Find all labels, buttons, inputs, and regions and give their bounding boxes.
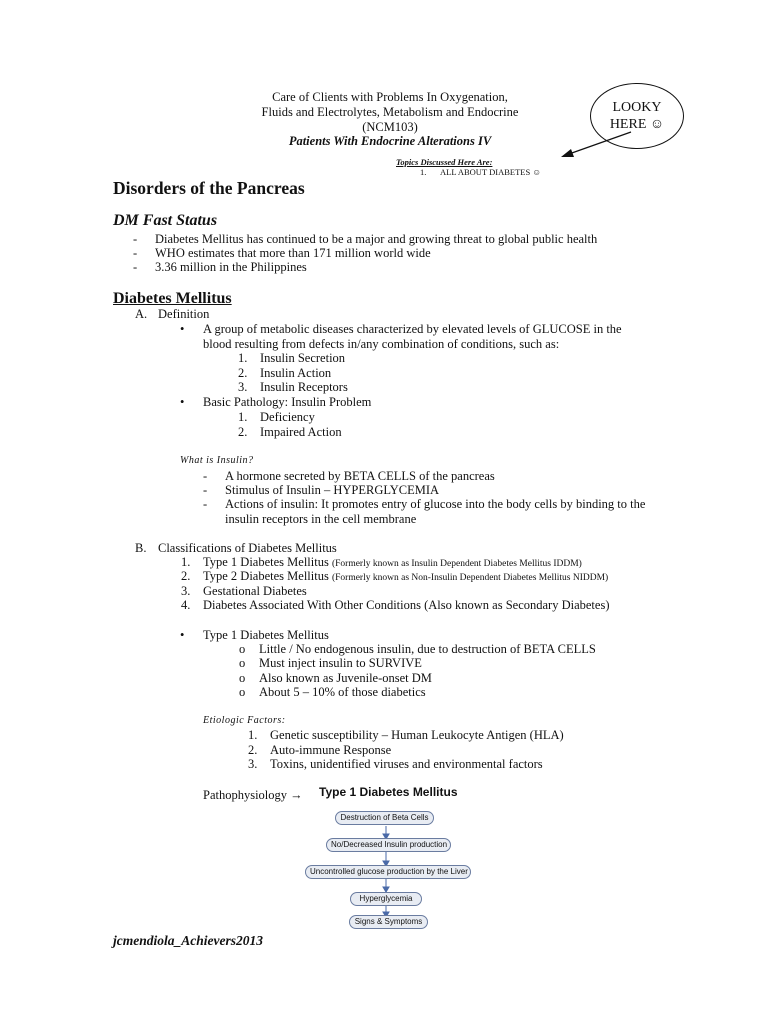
definition-line-1: A group of metabolic diseases characterized by elevated levels of GLUCOSE in the [203, 322, 622, 336]
flow-step-hyperglycemia: Hyperglycemia [350, 892, 422, 906]
pathophysiology-label: Pathophysiology → [203, 788, 303, 802]
callout-line-1: LOOKY [612, 100, 662, 115]
fast-status-heading: DM Fast Status [113, 212, 218, 229]
bullet-icon: • [180, 395, 185, 409]
section-b-label: Classifications of Diabetes Mellitus [158, 541, 337, 555]
type1-item: o Must inject insulin to SURVIVE [239, 656, 422, 670]
topics-item-number: 1. [420, 167, 427, 177]
insulin-item: - Stimulus of Insulin – HYPERGLYCEMIA [203, 483, 440, 497]
fast-status-item: - Diabetes Mellitus has continued to be a major and growing threat to global public health [133, 232, 598, 246]
flow-step-signs: Signs & Symptoms [349, 915, 428, 929]
page-title: Disorders of the Pancreas [113, 178, 305, 198]
topics-label: Topics Discussed Here Are: [396, 157, 493, 167]
classification-item: 1. Type 1 Diabetes Mellitus (Formerly known as Insulin Dependent Diabetes Mellitus IDDM) [181, 555, 582, 569]
etiologic-item: 2. Auto-immune Response [248, 743, 392, 757]
flow-step-liver: Uncontrolled glucose production by the Liver [305, 865, 471, 879]
course-title-line-2: Fluids and Electrolytes, Metabolism and Endocrine [261, 105, 519, 119]
section-a-label: Definition [158, 307, 210, 321]
condition-item: 1. Insulin Secretion [238, 351, 346, 365]
lecture-subtitle: Patients With Endocrine Alterations IV [288, 134, 492, 148]
callout-line-2: HERE ☺ [609, 117, 665, 132]
insulin-item-continued: insulin receptors in the cell membrane [225, 512, 417, 526]
condition-item: 2. Insulin Action [238, 366, 332, 380]
classification-item: 2. Type 2 Diabetes Mellitus (Formerly known as Non-Insulin Dependent Diabetes Mellitus NIDDM) [181, 569, 609, 583]
bullet-icon: • [180, 322, 185, 336]
etiologic-factors-label: Etiologic Factors: [203, 715, 286, 726]
section-b-marker: B. [135, 541, 147, 555]
etiologic-item: 1. Genetic susceptibility – Human Leukocyte Antigen (HLA) [248, 728, 564, 742]
type1-item: o Also known as Juvenile-onset DM [239, 671, 432, 685]
type1-item: o About 5 – 10% of those diabetics [239, 685, 426, 699]
topics-item-text: ALL ABOUT DIABETES ☺ [440, 167, 541, 177]
insulin-item: - Actions of insulin: It promotes entry of glucose into the body cells by binding to the [203, 497, 646, 511]
course-code: (NCM103) [362, 120, 418, 134]
type1-heading: Type 1 Diabetes Mellitus [203, 628, 329, 642]
flowchart-title: Type 1 Diabetes Mellitus [319, 785, 458, 799]
flow-step-insulin: No/Decreased Insulin production [326, 838, 451, 852]
callout-arrow-icon [555, 130, 635, 160]
section-a-marker: A. [135, 307, 148, 321]
insulin-item: - A hormone secreted by BETA CELLS of the pancreas [203, 469, 495, 483]
author-footer: jcmendiola_Achievers2013 [113, 933, 263, 948]
what-is-insulin-label: What is Insulin? [180, 455, 254, 466]
type1-item: o Little / No endogenous insulin, due to destruction of BETA CELLS [239, 642, 596, 656]
pathology-item: 1. Deficiency [238, 410, 315, 424]
classification-item: 4. Diabetes Associated With Other Conditions (Also known as Secondary Diabetes) [181, 598, 610, 612]
classification-item: 3. Gestational Diabetes [181, 584, 307, 598]
etiologic-item: 3. Toxins, unidentified viruses and environmental factors [248, 757, 543, 771]
diabetes-mellitus-heading: Diabetes Mellitus [113, 290, 232, 307]
basic-pathology: Basic Pathology: Insulin Problem [203, 395, 372, 409]
bullet-icon: • [180, 628, 185, 642]
fast-status-item: - 3.36 million in the Philippines [133, 260, 307, 274]
fast-status-item: - WHO estimates that more than 171 million world wide [133, 246, 431, 260]
flow-step-destruction: Destruction of Beta Cells [335, 811, 434, 825]
definition-line-2: blood resulting from defects in/any combination of conditions, such as: [203, 337, 560, 351]
condition-item: 3. Insulin Receptors [238, 380, 348, 394]
pathology-item: 2. Impaired Action [238, 425, 342, 439]
course-title-line-1: Care of Clients with Problems In Oxygenation, [272, 90, 508, 104]
